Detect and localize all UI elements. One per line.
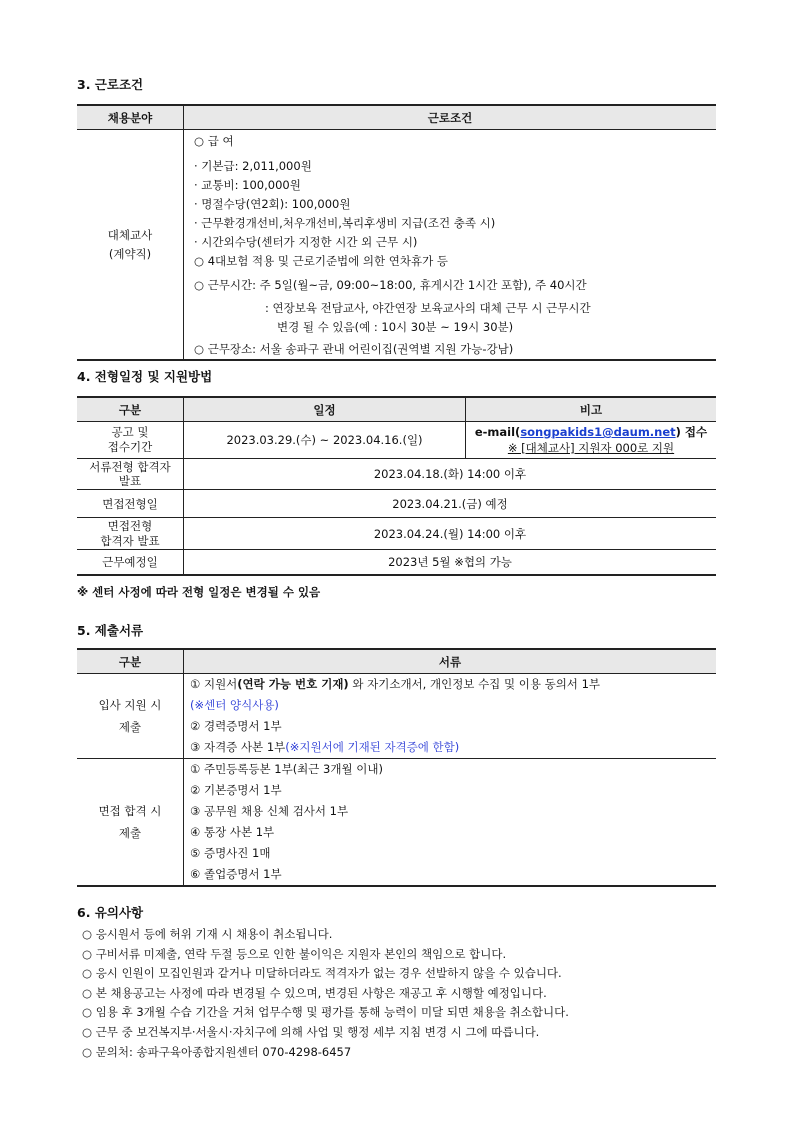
document-line: ② 기본증명서 1부 bbox=[190, 783, 282, 797]
condition-line: · 근무환경개선비,처우개선비,복리후생비 지급(조건 충족 시) bbox=[194, 216, 496, 230]
row-value: 2023.04.18.(화) 14:00 이후 bbox=[184, 459, 717, 490]
group-label-line: 입사 지원 시 bbox=[98, 698, 162, 712]
schedule-row bbox=[77, 459, 716, 490]
row-date: 2023.03.29.(수) ~ 2023.04.16.(일) bbox=[184, 422, 466, 459]
document-line: (※센터 양식사용) bbox=[190, 698, 279, 712]
col-header-category: 구분 bbox=[77, 649, 184, 674]
row-label-line: 발표 bbox=[118, 474, 142, 488]
col-header-schedule: 일정 bbox=[184, 397, 466, 422]
document-line: ④ 통장 사본 1부 bbox=[190, 825, 275, 839]
col-header-remarks: 비고 bbox=[466, 397, 717, 422]
group-label-line: 제출 bbox=[118, 720, 142, 734]
doc-text: 와 자기소개서, 개인정보 수집 및 이용 동의서 1부 bbox=[348, 677, 600, 691]
documents-table bbox=[77, 648, 716, 887]
caution-item: ○ 임용 후 3개월 수습 기간을 거쳐 업무수행 및 평가를 통해 능력이 미달 되면 채용을 취소합니다. bbox=[82, 1005, 569, 1020]
row-label-line: 면접전형 bbox=[107, 518, 153, 533]
col-header-documents: 서류 bbox=[184, 649, 717, 674]
document-line: ① 주민등록등본 1부(최근 3개월 이내) bbox=[190, 762, 383, 776]
row-label bbox=[77, 422, 184, 459]
section-3-title: 3. 근로조건 bbox=[77, 77, 144, 92]
schedule-row bbox=[77, 490, 716, 518]
schedule-row bbox=[77, 550, 716, 575]
schedule-row bbox=[77, 518, 716, 550]
caution-item: ○ 문의처: 송파구육아종합지원센터 070-4298-6457 bbox=[82, 1044, 352, 1059]
caution-item: ○ 구비서류 미제출, 연락 두절 등으로 인한 불이익은 지원자 본인의 책임으로 합니다. bbox=[82, 946, 507, 961]
col-header-category: 구분 bbox=[77, 397, 184, 422]
condition-line: 변경 될 수 있음(예 : 10시 30분 ~ 19시 30분) bbox=[277, 320, 514, 334]
condition-line: · 기본급: 2,011,000원 bbox=[194, 159, 312, 173]
section-6-title: 6. 유의사항 bbox=[77, 905, 144, 920]
email-line bbox=[466, 424, 716, 440]
field-line-2: (계약직) bbox=[108, 246, 152, 261]
group-label bbox=[77, 674, 184, 759]
caution-item: ○ 근무 중 보건복지부·서울시·자치구에 의해 사업 및 행정 세부 지침 변경 시 그에 따릅니다. bbox=[82, 1024, 540, 1039]
document-line: ③ 공무원 채용 신체 검사서 1부 bbox=[190, 804, 349, 818]
row-label bbox=[77, 459, 184, 490]
row-label bbox=[77, 518, 184, 550]
document-line: ⑤ 증명사진 1매 bbox=[190, 846, 271, 860]
document-line: ② 경력증명서 1부 bbox=[190, 719, 282, 733]
document-line bbox=[190, 737, 716, 758]
row-label-line: 접수기간 bbox=[107, 440, 153, 454]
condition-line: ○ 급 여 bbox=[194, 134, 234, 148]
caution-item: ○ 본 채용공고는 사정에 따라 변경될 수 있으며, 변경된 사항은 재공고 후 시행할 예정입니다. bbox=[82, 985, 547, 1000]
group-label bbox=[77, 759, 184, 887]
col-header-field: 채용분야 bbox=[77, 105, 184, 130]
email-suffix: ) 접수 bbox=[675, 425, 708, 439]
email-prefix: e-mail( bbox=[474, 425, 521, 439]
group-documents bbox=[184, 674, 717, 759]
document-line bbox=[190, 674, 716, 695]
condition-line: ○ 근무장소: 서울 송파구 관내 어린이집(권역별 지원 가능-강남) bbox=[194, 342, 514, 356]
row-label: 면접전형일 bbox=[77, 490, 184, 518]
row-remarks bbox=[466, 422, 717, 459]
document-line: ⑥ 졸업증명서 1부 bbox=[190, 867, 282, 881]
section-5-title: 5. 제출서류 bbox=[77, 623, 144, 638]
group-documents bbox=[184, 759, 717, 887]
row-value: 2023.04.24.(월) 14:00 이후 bbox=[184, 518, 717, 550]
group-label-line: 면접 합격 시 bbox=[98, 804, 162, 818]
row-value: 2023년 5월 ※협의 가능 bbox=[184, 550, 717, 575]
field-cell bbox=[77, 130, 184, 361]
doc-text: ③ 자격증 사본 1부 bbox=[190, 740, 286, 754]
document-group bbox=[77, 674, 716, 759]
condition-line: · 교통비: 100,000원 bbox=[194, 178, 301, 192]
row-label-line: 공고 및 bbox=[111, 425, 149, 439]
doc-text: ① 지원서 bbox=[190, 677, 238, 691]
caution-list bbox=[82, 925, 569, 1062]
email-link[interactable]: songpakids1@daum.net bbox=[520, 425, 676, 439]
row-label-line: 합격자 발표 bbox=[100, 533, 160, 548]
field-line-1: 대체교사 bbox=[107, 227, 153, 242]
schedule-row bbox=[77, 422, 716, 459]
row-label: 근무예정일 bbox=[77, 550, 184, 575]
condition-line: ○ 4대보험 적용 및 근로기준법에 의한 연차휴가 등 bbox=[194, 254, 449, 268]
condition-line: ○ 근무시간: 주 5일(월~금, 09:00~18:00, 휴게시간 1시간 포함), 주 40시간 bbox=[194, 278, 587, 292]
document-group bbox=[77, 759, 716, 887]
doc-emphasis: (연락 가능 번호 기재) bbox=[237, 677, 349, 691]
row-label-line: 서류전형 합격자 bbox=[89, 460, 171, 474]
doc-note: (※지원서에 기재된 자격증에 한함) bbox=[285, 740, 460, 754]
condition-line: : 연장보육 전담교사, 야간연장 보육교사의 대체 근무 시 근무시간 bbox=[265, 301, 591, 315]
apply-note: ※ [대체교사] 지원자 000로 지원 bbox=[507, 441, 675, 455]
caution-item: ○ 응시 인원이 모집인원과 같거나 미달하더라도 적격자가 없는 경우 선발하지 않을 수 있습니다. bbox=[82, 966, 562, 981]
working-conditions-table bbox=[77, 104, 716, 361]
col-header-conditions: 근로조건 bbox=[184, 105, 717, 130]
row-value: 2023.04.21.(금) 예정 bbox=[184, 490, 717, 518]
caution-item: ○ 응시원서 등에 허위 기재 시 채용이 취소됩니다. bbox=[82, 927, 333, 941]
conditions-cell bbox=[184, 130, 717, 361]
condition-line: · 시간외수당(센터가 지정한 시간 외 근무 시) bbox=[194, 235, 418, 249]
condition-line: · 명절수당(연2회): 100,000원 bbox=[194, 197, 351, 211]
schedule-notice: ※ 센터 사정에 따라 전형 일정은 변경될 수 있음 bbox=[77, 585, 321, 599]
group-label-line: 제출 bbox=[118, 826, 142, 840]
section-4-title: 4. 전형일정 및 지원방법 bbox=[77, 369, 213, 384]
schedule-table bbox=[77, 396, 716, 576]
